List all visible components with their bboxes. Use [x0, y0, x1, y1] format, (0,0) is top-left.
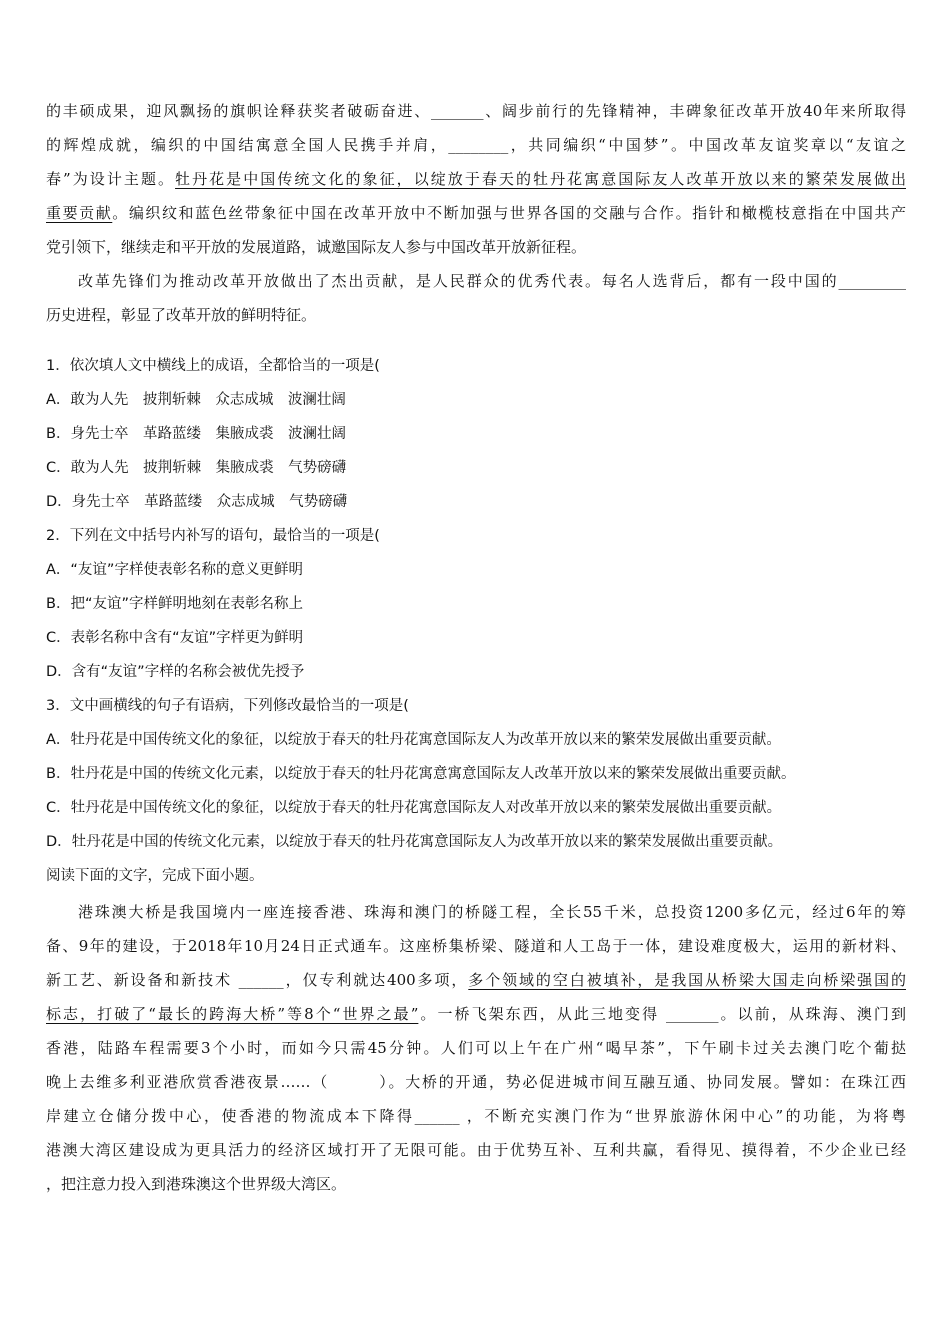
- passage-1-line-3: [46, 162, 906, 196]
- passage-2-line-1: 港珠澳大桥是我国境内一座连接香港、珠海和澳门的桥隧工程，全长55千米，总投资1200多亿元，经过6年的筹: [78, 903, 906, 921]
- passage-2-line-4: [46, 997, 906, 1031]
- question-1-option-d: D．身先士卒 革路蓝缕 众志成城 气势磅礴: [46, 494, 348, 510]
- question-2-option-b: B．把“友谊”字样鲜明地刻在表彰名称上: [46, 596, 303, 612]
- question-1-stem: 1．依次填人文中横线上的成语，全都恰当的一项是(: [46, 358, 380, 374]
- question-3-option-d: D．牡丹花是中国的传统文化元素，以绽放于春天的牡丹花寓意国际友人为改革开放以来的繁荣发展做出重要贡献。: [46, 834, 783, 850]
- passage-2-line-7: 岸建立仓储分拨中心，使香港的物流成本下降得______ ，不断充实澳门作为“世界旅游休闲中心”的功能，为将粤: [46, 1107, 906, 1125]
- question-2-stem: 2．下列在文中括号内补写的语句，最恰当的一项是(: [46, 528, 380, 544]
- passage-2-line-3-text: 新工艺、新设备和新技术 ______，仅专利就达400多项，: [46, 971, 469, 989]
- question-3-stem: 3．文中画横线的句子有语病，下列修改最恰当的一项是(: [46, 698, 409, 714]
- question-2-option-a: A．“友谊”字样使表彰名称的意义更鲜明: [46, 562, 303, 578]
- passage-1-line-1: 的丰硕成果，迎风飘扬的旗帜诠释获奖者破砺奋进、_______、阔步前行的先锋精神，丰碑象征改革开放40年来所取得: [46, 102, 906, 120]
- underlined-sentence-2-part-2: 标志，打破了“最长的跨海大桥”等8个“世界之最”: [46, 1005, 419, 1023]
- passage-2-line-8: 港澳大湾区建设成为更具活力的经济区域打开了无限可能。由于优势互补、互利共赢，看得见、摸得着，不少企业已经: [46, 1141, 906, 1159]
- passage-2-line-9: ，把注意力投入到港珠澳这个世界级大湾区。: [46, 1175, 347, 1193]
- underlined-sentence-part-2: 重要贡献: [46, 204, 113, 222]
- passage-1-line-4: [46, 196, 906, 230]
- question-3-option-c: C．牡丹花是中国传统文化的象征，以绽放于春天的牡丹花寓意国际友人对改革开放以来的繁荣发展做出重要贡献。: [46, 800, 782, 816]
- question-3-option-a: A．牡丹花是中国传统文化的象征，以绽放于春天的牡丹花寓意国际友人为改革开放以来的繁荣发展做出重要贡献。: [46, 732, 781, 748]
- question-1-option-b: B．身先士卒 革路蓝缕 集腋成裘 波澜壮阔: [46, 426, 346, 442]
- question-3-option-b: B．牡丹花是中国的传统文化元素，以绽放于春天的牡丹花寓意寓意国际友人改革开放以来的繁荣发展做出重要贡献。: [46, 766, 796, 782]
- passage-1-line-2: 的辉煌成就，编织的中国结寓意全国人民携手并肩，________，共同编织“中国梦”。中国改革友谊奖章以“友谊之: [46, 136, 906, 154]
- passage-1-line-4-text: 。编织纹和蓝色丝带象征中国在改革开放中不断加强与世界各国的交融与合作。指针和橄榄枝意指在中国共产: [112, 204, 906, 222]
- passage-2: [46, 895, 906, 1201]
- passage-1-line-7: 历史进程，彰显了改革开放的鲜明特征。: [46, 306, 317, 324]
- passage-1-line-3-text: 春”为设计主题。: [46, 170, 176, 188]
- passage-2-line-5: 香港，陆路车程需要3个小时，而如今只需45分钟。人们可以上午在广州“喝早茶”，下午刷卡过关去澳门吃个葡挞: [46, 1039, 906, 1057]
- underlined-sentence-part-1: 牡丹花是中国传统文化的象征，以绽放于春天的牡丹花寓意国际友人改革开放以来的繁荣发展做出: [175, 170, 906, 188]
- passage-1-line-6: 改革先锋们为推动改革开放做出了杰出贡献，是人民群众的优秀代表。每名人选背后，都有一段中国的_________: [78, 272, 906, 290]
- reading-instruction: 阅读下面的文字，完成下面小题。: [46, 868, 264, 884]
- question-2-option-c: C．表彰名称中含有“友谊”字样更为鲜明: [46, 630, 304, 646]
- underlined-sentence-2-part-1: 多个领域的空白被填补，是我国从桥梁大国走向桥梁强国的: [468, 971, 906, 989]
- passage-1-line-5: 党引领下，继续走和平开放的发展道路，诚邀国际友人参与中国改革开放新征程。: [46, 238, 587, 256]
- passage-2-line-3: [46, 963, 906, 997]
- passage-2-line-2: 备、9年的建设，于2018年10月24日正式通车。这座桥集桥梁、隧道和人工岛于一体，建设难度极大，运用的新材料、: [46, 937, 906, 955]
- question-1-option-a: A．敢为人先 披荆斩棘 众志成城 波澜壮阔: [46, 392, 346, 408]
- passage-2-line-6: 晚上去维多利亚港欣赏香港夜景……（ ）。大桥的开通，势必促进城市间互融互通、协同发展。譬如：在珠江西: [46, 1073, 906, 1091]
- question-2-option-d: D．含有“友谊”字样的名称会被优先授予: [46, 664, 305, 680]
- question-1-option-c: C．敢为人先 披荆斩棘 集腋成裘 气势磅礴: [46, 460, 347, 476]
- passage-1: [46, 94, 906, 332]
- passage-2-line-4-text: 。一桥飞架东西，从此三地变得 _______。以前，从珠海、澳门到: [418, 1005, 906, 1023]
